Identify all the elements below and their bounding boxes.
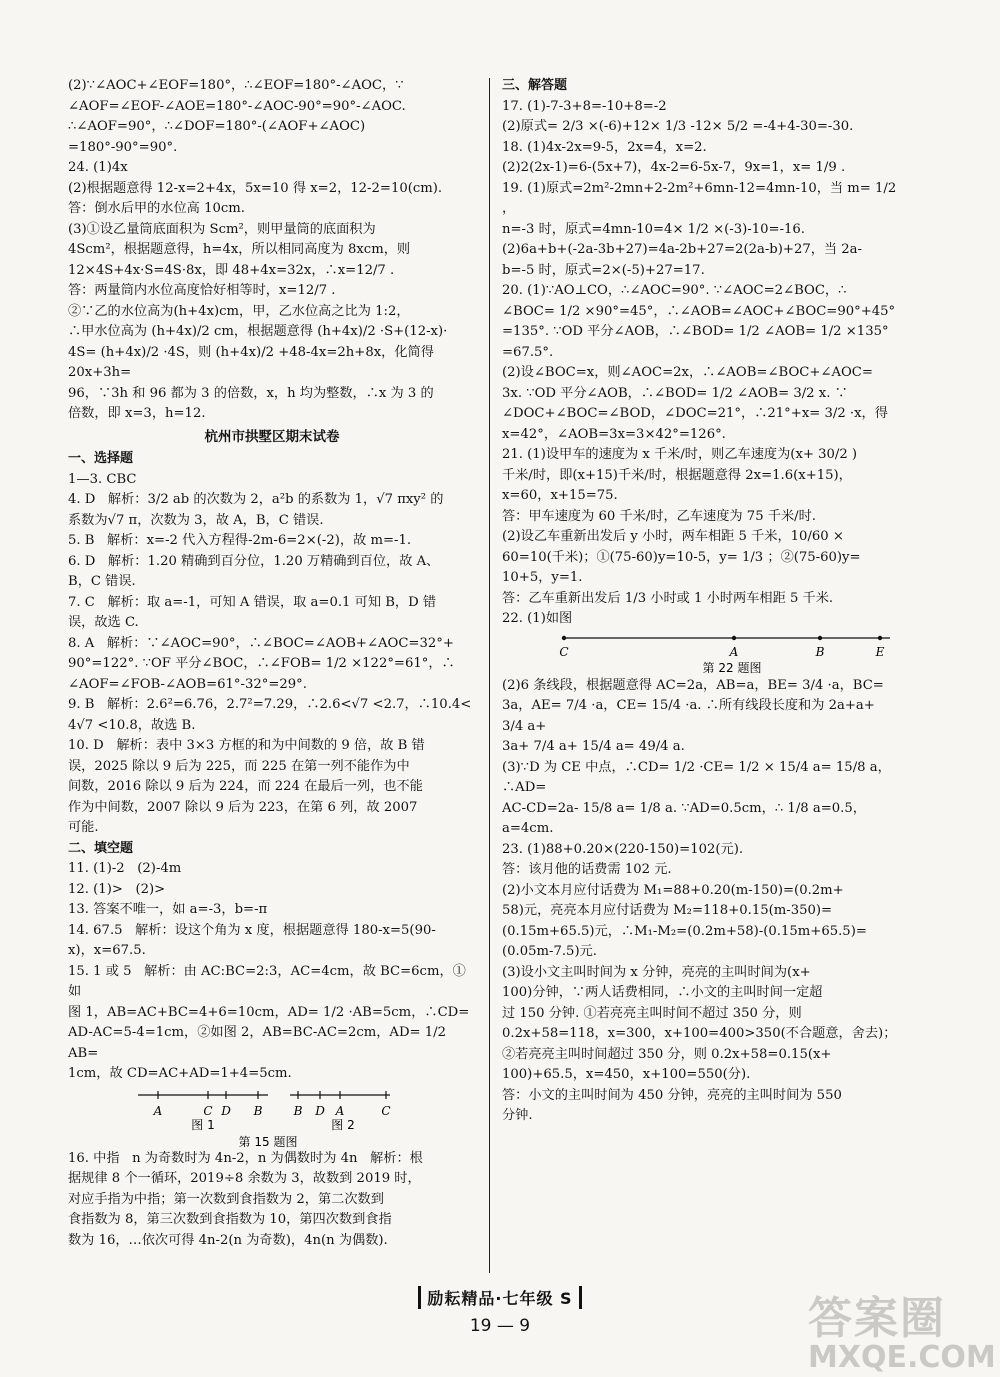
fig2-point-C-label: C — [381, 1103, 391, 1118]
text-line: 答：小文的主叫时间为 450 分钟，亮亮的主叫时间为 550 — [502, 1087, 842, 1103]
answer-block-choice — [68, 470, 476, 839]
text-line: x=60，x+15=75. — [502, 488, 618, 503]
text-line: B，C 错误. — [68, 574, 136, 589]
text-line: (2)2(2x-1)=6-(5x+7)，4x-2=6-5x-7，9x=1，x= 1/9 . — [502, 160, 846, 175]
text-line: 误，2025 除以 9 后为 225，而 225 在第一列不能作为中 — [68, 758, 410, 774]
text-line: (3)①设乙量筒底面积为 Scm²，则甲量筒的底面积为 — [68, 221, 376, 237]
text-line: 可能. — [68, 820, 99, 835]
text-line: 5. B 解析：x=-2 代入方程得-2m-6=2×(-2)，故 m=-1. — [68, 533, 412, 548]
text-line: 1—3. CBC — [68, 471, 137, 487]
figure-22-svg — [502, 630, 900, 676]
answer-block-17-22 — [502, 97, 900, 630]
text-line: b=-5 时，原式=2×(-5)+27=17. — [502, 262, 705, 278]
text-line: (3)设小文主叫时间为 x 分钟，亮亮的主叫时间为(x+ — [502, 964, 811, 980]
text-line: 11. (1)-2 (2)-4m — [68, 861, 182, 876]
fig22-caption: 第 22 题图 — [702, 660, 762, 675]
text-line: 答：倒水后甲的水位高 10cm. — [68, 201, 245, 216]
text-line: =67.5°. — [502, 344, 554, 360]
text-line: (0.15m+65.5)元，∴M₁-M₂=(0.2m+58)-(0.15m+65.5)= — [502, 923, 867, 939]
text-line: 58)元，亮亮本月应付话费为 M₂=118+0.15(m-350)= — [502, 903, 833, 918]
text-line: 96，∵3h 和 96 都为 3 的倍数，x，h 均为整数，∴x 为 3 的 — [68, 385, 434, 401]
left-column — [68, 76, 476, 1251]
answer-block-fill — [68, 859, 476, 1085]
text-line: 12×4S+4x·S=4S·8x，即 48+4x=32x，∴x=12/7 . — [68, 262, 395, 278]
text-line: (2)6 条线段，根据题意得 AC=2a，AB=a，BE= 3/4 ·a，BC= — [502, 677, 884, 693]
text-line: 60=10(千米)；①(75-60)y=10-5，y= 1/3 ；②(75-60)y= — [502, 549, 861, 565]
text-line: 21. (1)设甲车的速度为 x 千米/时，则乙车速度为(x+ 30/2 ) — [502, 447, 858, 462]
text-line: 倍数，即 x=3，h=12. — [68, 406, 206, 421]
answer-block-22-23 — [502, 676, 900, 1127]
text-line: 答：乙车重新出发后 1/3 小时或 1 小时两车相距 5 千米. — [502, 590, 834, 606]
section-solve-heading: 三、解答题 — [502, 78, 568, 93]
text-line: 过 150 分钟. ①若亮亮主叫时间不超过 350 分，则 — [502, 1005, 802, 1021]
text-line: (2)根据题意得 12-x=2+4x，5x=10 得 x=2，12-2=10(cm). — [68, 180, 443, 196]
text-line: 数为 16，…依次可得 4n-2(n 为奇数)，4n(n 为偶数). — [68, 1232, 388, 1248]
figure-15 — [68, 1085, 476, 1149]
text-line: 食指数为 8，第三次数到食指数为 10，第四次数到食指 — [68, 1212, 392, 1227]
watermark-logo — [808, 1282, 996, 1375]
text-line: 24. (1)4x — [68, 160, 128, 175]
text-line: 4S= (h+4x)/2 ·4S，则 (h+4x)/2 +48-4x=2h+8x，化简得 20x+3h= — [68, 344, 439, 380]
text-line: (2)∵∠AOC+∠EOF=180°，∴∠EOF=180°-∠AOC，∵ — [68, 78, 404, 93]
text-line: 0.2x+58=118，x=300，x+100=400>350(不合题意，舍去)； — [502, 1026, 897, 1041]
text-line: 3a，AE= 7/4 ·a，CE= 15/4 ·a. ∴所有线段长度和为 2a+a+ 3/4 a+ — [502, 698, 879, 734]
text-line: 100)+65.5，x=450，x+100=550(分). — [502, 1067, 751, 1082]
text-line: (3)∵D 为 CE 中点，∴CD= 1/2 ·CE= 1/2 × 15/4 a= 15/8 a，∴AD= — [502, 759, 891, 795]
text-line: 22. (1)如图 — [502, 611, 573, 626]
text-line: (2)原式= 2/3 ×(-6)+12× 1/3 -12× 5/2 =-4+4-30=-30. — [502, 119, 854, 134]
text-line: 3a+ 7/4 a+ 15/4 a= 49/4 a. — [502, 739, 685, 754]
text-line: ∠AOF=∠FOB-∠AOB=61°-32°=29°. — [68, 676, 307, 692]
answer-block-23-24 — [68, 76, 476, 425]
text-line: 10+5，y=1. — [502, 570, 583, 585]
fig1-label: 图 1 — [191, 1117, 215, 1132]
text-line: 12. (1)> (2)> — [68, 881, 166, 897]
text-line: 千米/时，即(x+15)千米/时，根据题意得 2x=1.6(x+15)， — [502, 467, 852, 483]
text-line: (2)小文本月应付话费为 M₁=88+0.20(m-150)=(0.2m+ — [502, 882, 844, 898]
text-line: 4√7 <10.8，故选 B. — [68, 717, 196, 733]
section-fill-heading: 二、填空题 — [68, 840, 134, 856]
fig2-point-D-label: D — [315, 1103, 325, 1118]
text-line: 23. (1)88+0.20×(220-150)=102(元). — [502, 841, 744, 857]
text-line: 8. A 解析：∵∠AOC=90°，∴∠BOC=∠AOB+∠AOC=32°+ — [68, 635, 454, 651]
text-line: 4Scm²，根据题意得，h=4x，所以相同高度为 8xcm，则 — [68, 242, 411, 257]
watermark-text: 答案圈 — [808, 1293, 946, 1344]
fig1-point-B-label: B — [253, 1103, 263, 1118]
text-line: 分钟. — [502, 1108, 533, 1123]
text-line: 4. D 解析：3/2 ab 的次数为 2，a²b 的系数为 1，√7 πxy² 的 — [68, 492, 444, 507]
fig2-point-B-label: B — [293, 1103, 303, 1118]
section-choice-heading: 一、选择题 — [68, 451, 134, 466]
figure-15-svg — [68, 1085, 476, 1149]
text-line: 17. (1)-7-3+8=-10+8=-2 — [502, 98, 667, 114]
text-line: ∴∠AOF=90°，∴∠DOF=180°-(∠AOF+∠AOC) — [68, 119, 366, 134]
fig2-label: 图 2 — [331, 1117, 355, 1132]
text-line: ∠DOC+∠BOC=∠BOD，∠DOC=21°，∴21°+x= 3/2 ·x，得 — [502, 406, 888, 421]
text-line: 13. 答案不唯一，如 a=-3，b=-π — [68, 902, 268, 917]
text-line: (2)6a+b+(-2a-3b+27)=4a-2b+27=2(2a-b)+27，当 2a- — [502, 242, 862, 257]
text-line: 1cm，故 CD=AC+AD=1+4=5cm. — [68, 1066, 292, 1081]
text-line: 10. D 解析：表中 3×3 方框的和为中间数的 9 倍，故 B 错 — [68, 738, 425, 753]
brand-label: 励耘精品·七年级 S — [418, 1286, 581, 1309]
text-line: 答：两量筒内水位高度恰好相等时，x=12/7 . — [68, 283, 336, 298]
page-number: 19 — 9 — [469, 1316, 531, 1336]
fig22-point-B-label: B — [815, 644, 825, 659]
fig1-point-A-label: A — [153, 1103, 163, 1118]
watermark-url: MXQE.COM — [808, 1340, 996, 1375]
text-line: 据规律 8 个一循环，2019÷8 余数为 3，故数到 2019 时， — [68, 1171, 421, 1186]
text-line: 作为中间数，2007 除以 9 后为 223，在第 6 列，故 2007 — [68, 799, 418, 815]
text-line: (2)设乙车重新出发后 y 小时，两车相距 5 千米，10/60 × — [502, 529, 844, 544]
text-line: 误，故选 C. — [68, 615, 139, 630]
text-line: ∠BOC= 1/2 ×90°=45°，∴∠AOB=∠AOC+∠BOC=90°+45° — [502, 303, 896, 319]
text-line: 答：甲车速度为 60 千米/时，乙车速度为 75 千米/时. — [502, 508, 816, 524]
fig15-caption: 第 15 题图 — [238, 1134, 298, 1149]
text-line: 14. 67.5 解析：设这个角为 x 度，根据题意得 180-x=5(90- — [68, 922, 436, 938]
text-line: 对应手指为中指；第一次数到食指数为 2，第二次数到 — [68, 1191, 384, 1207]
text-line: 系数为√7 π，次数为 3，故 A，B，C 错误. — [68, 512, 324, 528]
fig22-point-B-dot — [818, 635, 822, 639]
text-line: ②∵乙的水位高为(h+4x)cm，甲，乙水位高之比为 1:2， — [68, 303, 410, 319]
text-line: x=42°，∠AOB=3x=3×42°=126°. — [502, 426, 726, 442]
text-line: =135°. ∵OD 平分∠AOB，∴∠BOD= 1/2 ∠AOB= 1/2 ×135° — [502, 324, 889, 339]
text-line: x)，x=67.5. — [68, 943, 146, 958]
text-line: 7. C 解析：取 a=-1，可知 A 错误，取 a=0.1 可知 B，D 错 — [68, 594, 437, 610]
text-line: 3x. ∵OD 平分∠AOB，∴∠BOD= 1/2 ∠AOB= 3/2 x. ∵ — [502, 385, 848, 401]
exam-title: 杭州市拱墅区期末试卷 — [204, 428, 340, 445]
text-line: AC-CD=2a- 15/8 a= 1/8 a. ∵AD=0.5cm，∴ 1/8 a=0.5，a=4cm. — [502, 800, 866, 836]
text-line: 6. D 解析：1.20 精确到百分位，1.20 万精确到百位，故 A、 — [68, 553, 440, 569]
fig22-point-A-label: A — [729, 644, 739, 659]
fig1-point-D-label: D — [221, 1103, 231, 1118]
text-line: n=-3 时，原式=4mn-10=4× 1/2 ×(-3)-10=-16. — [502, 221, 806, 237]
text-line: ∠AOF=∠EOF-∠AOE=180°-∠AOC-90°=90°-∠AOC. — [68, 98, 406, 114]
text-line: 16. 中指 n 为奇数时为 4n-2，n 为偶数时为 4n 解析：根 — [68, 1150, 423, 1166]
right-column — [502, 76, 900, 1127]
text-line: 间数，2016 除以 9 后为 224，而 224 在最后一列，也不能 — [68, 779, 423, 794]
text-line: 20. (1)∵AO⊥CO，∴∠AOC=90°. ∵∠AOC=2∠BOC，∴ — [502, 283, 847, 298]
text-line: 18. (1)4x-2x=9-5，2x=4，x=2. — [502, 139, 707, 155]
text-line: 9. B 解析：2.6²=6.76，2.7²=7.29，∴2.6<√7 <2.7，∴10.4< — [68, 697, 472, 712]
text-line: 100)分钟，∵两人话费相同，∴小文的主叫时间一定超 — [502, 985, 823, 1000]
text-line: 答：该月他的话费需 102 元. — [502, 862, 672, 877]
fig22-point-E-dot — [878, 635, 882, 639]
fig1-point-C-label: C — [203, 1103, 213, 1118]
answer-block-16 — [68, 1149, 476, 1252]
text-line: AD-AC=5-4=1cm，②如图 2，AB=BC-AC=2cm，AD= 1/2 AB= — [68, 1025, 451, 1061]
fig22-point-C-dot — [562, 635, 566, 639]
text-line: =180°-90°=90°. — [68, 139, 178, 155]
text-line: 90°=122°. ∵OF 平分∠BOC，∴∠FOB= 1/2 ×122°=61°，∴ — [68, 656, 455, 671]
text-line: 15. 1 或 5 解析：由 AC:BC=2:3，AC=4cm，故 BC=6cm，①如 — [68, 963, 466, 999]
text-line: 图 1，AB=AC+BC=4+6=10cm，AD= 1/2 ·AB=5cm，∴CD= — [68, 1004, 470, 1020]
text-line: ∴甲水位高为 (h+4x)/2 cm，根据题意得 (h+4x)/2 ·S+(12-x)· — [68, 324, 448, 339]
fig22-point-A-dot — [732, 635, 736, 639]
figure-22 — [502, 630, 900, 676]
text-line: (0.05m-7.5)元. — [502, 944, 597, 959]
fig22-point-C-label: C — [559, 644, 569, 659]
fig2-point-A-label: A — [335, 1103, 345, 1118]
fig22-point-E-label: E — [875, 644, 885, 659]
text-line: (2)设∠BOC=x，则∠AOC=2x，∴∠AOB=∠BOC+∠AOC= — [502, 365, 873, 380]
column-divider — [489, 78, 490, 1273]
text-line: ②若亮亮主叫时间超过 350 分，则 0.2x+58=0.15(x+ — [502, 1046, 832, 1062]
text-line: 19. (1)原式=2m²-2mn+2-2m²+6mn-12=4mn-10，当 m= 1/2 ， — [502, 180, 901, 216]
